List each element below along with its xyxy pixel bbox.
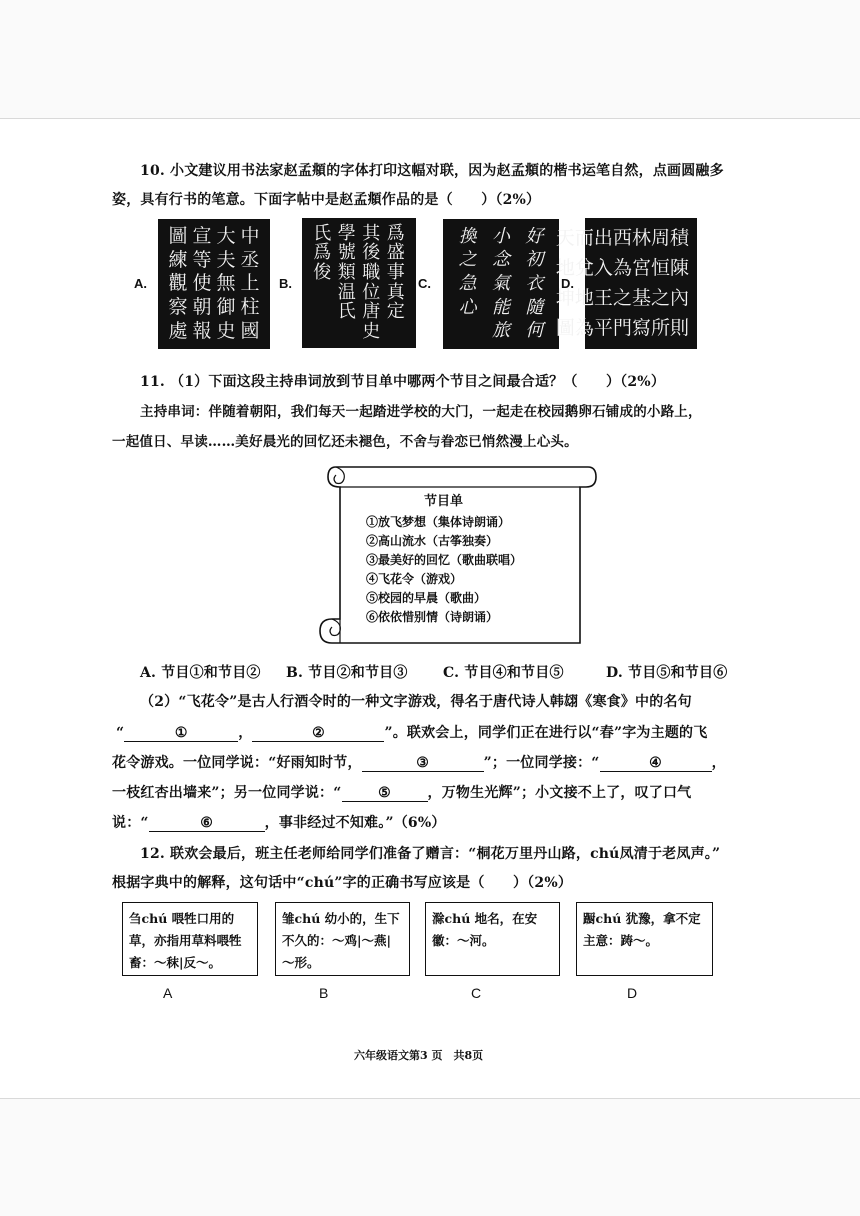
dictionary-entry-a: 刍chú 喂牲口用的草，亦指用草料喂牲畜：～秣|反～。: [122, 902, 258, 976]
calligraphy-char: [310, 303, 335, 323]
q10-line2: 姿，具有行书的笔意。下面字帖中是赵孟頫作品的是（ ）（2%）: [112, 192, 541, 208]
calligraphy-char: 林: [631, 227, 651, 250]
calligraphy-char: 地: [574, 286, 594, 309]
calligraphy-char: 中: [240, 225, 260, 248]
calligraphy-char: 練: [168, 248, 188, 271]
calligraphy-char: 能: [492, 296, 510, 318]
calligraphy-char: 氣: [492, 272, 510, 294]
calligraphy-char: [384, 322, 409, 342]
calligraphy-char: 柱: [240, 296, 260, 319]
q11-part2-line4-text-a: 一枝红杏出墙来”；另一位同学说：“: [112, 785, 342, 801]
calligraphy-char: 俊: [313, 262, 332, 284]
choice-c: C. 节目④和节目⑤: [443, 665, 564, 681]
program-item-3: ③最美好的回忆（歌曲联唱）: [366, 553, 523, 567]
calligraphy-char: 陳: [669, 257, 689, 280]
calligraphy-char: 大: [216, 225, 236, 248]
calligraphy-char: 處: [168, 319, 188, 342]
answer-blank-2[interactable]: ②: [252, 725, 384, 742]
host-line2: 一起值日、早读……美好晨光的回忆还未褪色，不舍与眷恋已悄然漫上心头。: [112, 434, 578, 450]
calligraphy-char: 宣: [192, 225, 212, 248]
calligraphy-char: 王: [593, 286, 613, 309]
q11-part2-line5-text-a: 说：“: [112, 815, 149, 831]
calligraphy-char: 爲: [386, 222, 405, 244]
answer-blank-6[interactable]: ⑥: [149, 815, 265, 832]
page-footer: 六年级语文第3 页 共8页: [354, 1049, 484, 1062]
dictionary-label-d: D: [627, 985, 638, 1001]
q11-part2-line2: [116, 722, 707, 742]
calligraphy-char: 上: [240, 272, 260, 295]
calligraphy-char: 入: [593, 257, 613, 280]
choice-a: A. 节目①和节目②: [140, 665, 261, 681]
calligraphy-char: 氏: [337, 301, 356, 323]
q11-part2-line4: [112, 782, 691, 802]
dictionary-label-a: A: [163, 985, 173, 1001]
q11-line1: 11. （1）下面这段主持串词放到节目单中哪两个节目之间最合适？（ ）（2%）: [140, 374, 666, 390]
calligraphy-char: [310, 283, 335, 303]
calligraphy-char: 學: [337, 222, 356, 244]
calligraphy-char: 無: [216, 272, 236, 295]
q12-line2: 根据字典中的解释，这句话中“chú”字的正确书写应该是（ ）（2%）: [112, 875, 573, 891]
calligraphy-char: 天: [555, 227, 575, 250]
dictionary-label-b: B: [319, 985, 329, 1001]
calligraphy-char: 觀: [168, 272, 188, 295]
scan-margin-bottom: [0, 1098, 860, 1216]
choice-b: B. 节目②和节目③: [286, 665, 408, 681]
calligraphy-char: 氏: [313, 222, 332, 244]
calligraphy-char: 心: [458, 296, 477, 318]
calligraphy-char: 朝: [192, 296, 212, 319]
calligraphy-char: 旅: [492, 320, 510, 342]
calligraphy-char: 定: [386, 301, 405, 323]
calligraphy-char: 寫: [631, 316, 651, 339]
answer-blank-4[interactable]: ④: [600, 755, 712, 772]
calligraphy-char: 其: [362, 222, 381, 244]
calligraphy-char: 圖: [168, 225, 188, 248]
calligraphy-char: 之: [612, 286, 632, 309]
calligraphy-char: 門: [612, 316, 632, 339]
calligraphy-char: 職: [362, 262, 381, 284]
calligraphy-char: 之: [650, 286, 670, 309]
calligraphy-char: 基: [631, 286, 651, 309]
calligraphy-char: 後: [362, 242, 381, 264]
calligraphy-char: 夫: [216, 248, 236, 271]
calligraphy-char: 温: [337, 281, 356, 303]
calligraphy-char: 恒: [650, 257, 670, 280]
calligraphy-char: 好: [525, 225, 544, 247]
calligraphy-char: 圖: [555, 316, 575, 339]
calligraphy-char: 內: [669, 286, 689, 309]
program-item-5: ⑤校园的早晨（歌曲）: [366, 591, 487, 605]
calligraphy-char: 爲: [313, 242, 332, 264]
calligraphy-char: 報: [192, 319, 212, 342]
q11-part2-line4-text-b: ，万物生光辉”；小文接不上了，叹了口气: [427, 785, 692, 801]
host-text1: 伴随着朝阳，我们每天一起踏进学校的大门，一起走在校园鹅卵石铺成的小路上，: [208, 404, 702, 420]
calligraphy-char: 出: [593, 227, 613, 250]
dictionary-entry-d: 蹰chú 犹豫，拿不定主意：踌～。: [576, 902, 713, 976]
calligraphy-char: 為: [612, 257, 632, 280]
calligraphy-char: 坤: [555, 286, 575, 309]
calligraphy-char: 丞: [240, 248, 260, 271]
option-a-letter: A.: [134, 276, 147, 291]
option-c-letter: C.: [418, 276, 431, 291]
answer-blank-3[interactable]: ③: [362, 755, 484, 772]
q11-part2-line3-text-b: ”；一位同学接：“: [483, 755, 600, 771]
comma: ，: [711, 755, 726, 771]
dictionary-entry-c: 滁chú 地名，在安徽：～河。: [425, 902, 560, 976]
choice-d: D. 节目⑤和节目⑥: [606, 665, 728, 681]
calligraphy-char: 察: [168, 296, 188, 319]
q11-part2-line5: [112, 812, 446, 832]
q12-line1: 12. 联欢会最后，班主任老师给同学们准备了赠言：“桐花万里丹山路，chú凤清于老凤声。”: [140, 846, 721, 862]
calligraphy-char: [310, 322, 335, 342]
calligraphy-char: 何: [525, 320, 544, 342]
calligraphy-char: 初: [525, 249, 544, 271]
calligraphy-char: 唐: [362, 301, 381, 323]
calligraphy-char: 隨: [525, 296, 544, 318]
calligraphy-char: 而: [574, 227, 594, 250]
calligraphy-char: 史: [216, 319, 236, 342]
calligraphy-char: 等: [192, 248, 212, 271]
calligraphy-char: 小: [492, 225, 510, 247]
calligraphy-char: 念: [492, 249, 510, 271]
option-d-letter: D.: [561, 276, 574, 291]
q11-part2-line3: [112, 752, 726, 772]
calligraphy-char: [335, 322, 360, 342]
host-label: 主持串词：: [140, 404, 209, 420]
program-item-6: ⑥依依惜别情（诗朗诵）: [366, 610, 499, 624]
comma: ，: [238, 725, 253, 741]
calligraphy-char: 宮: [631, 257, 651, 280]
q11-part2-line5-text-b: ，事非经过不知难。”（6%）: [264, 815, 446, 831]
calligraphy-sample-b: [302, 218, 416, 348]
calligraphy-char: 號: [337, 242, 356, 264]
calligraphy-char: 積: [669, 227, 689, 250]
calligraphy-char: 急: [458, 272, 477, 294]
calligraphy-char: 地: [555, 257, 575, 280]
calligraphy-char: 則: [669, 316, 689, 339]
calligraphy-sample-c: [443, 219, 559, 349]
calligraphy-char: 換: [458, 225, 477, 247]
program-list-title: 节目单: [424, 494, 464, 509]
q11-part2-line3-text-a: 花令游戏。一位同学说：“好雨知时节，: [112, 755, 362, 771]
calligraphy-char: 位: [362, 281, 381, 303]
calligraphy-char: 為: [574, 316, 594, 339]
calligraphy-char: 國: [240, 319, 260, 342]
quote-open: “: [116, 725, 125, 741]
calligraphy-char: [451, 319, 484, 343]
calligraphy-char: 事: [386, 262, 405, 284]
program-item-2: ②高山流水（古筝独奏）: [366, 534, 499, 548]
calligraphy-char: 西: [612, 227, 632, 250]
calligraphy-char: 使: [192, 272, 212, 295]
calligraphy-char: 類: [337, 262, 356, 284]
answer-blank-1[interactable]: ①: [124, 725, 238, 742]
scan-margin-top: [0, 0, 860, 119]
dictionary-label-c: C: [471, 985, 482, 1001]
q11-part2-line1: （2）“飞花令”是古人行酒令时的一种文字游戏，得名于唐代诗人韩翃《寒食》中的名句: [140, 694, 692, 710]
calligraphy-char: 周: [650, 227, 670, 250]
calligraphy-char: 真: [386, 281, 405, 303]
calligraphy-sample-d: [555, 218, 697, 349]
option-b-letter: B.: [279, 276, 292, 291]
answer-blank-5[interactable]: ⑤: [342, 785, 428, 802]
calligraphy-sample-a: [158, 219, 270, 349]
calligraphy-char: 御: [216, 296, 236, 319]
program-item-4: ④飞花令（游戏）: [366, 572, 463, 586]
calligraphy-char: 平: [593, 316, 613, 339]
dictionary-entry-b: 雏chú 幼小的，生下不久的：～鸡|～燕|～形。: [275, 902, 410, 976]
q10-line1: 10. 小文建议用书法家赵孟頫的字体打印这幅对联，因为赵孟頫的楷书运笔自然，点画圆融多: [140, 163, 724, 179]
calligraphy-char: 盛: [386, 242, 405, 264]
program-item-1: ①放飞梦想（集体诗朗诵）: [366, 515, 511, 529]
calligraphy-char: 所: [650, 316, 670, 339]
calligraphy-char: 之: [458, 249, 477, 271]
calligraphy-char: 史: [362, 321, 381, 343]
calligraphy-char: 兌: [574, 257, 594, 280]
host-line1: [140, 400, 702, 420]
q11-part2-line2-text: ”。联欢会上，同学们正在进行以“春”字为主题的飞: [384, 725, 708, 741]
calligraphy-char: 衣: [525, 272, 544, 294]
